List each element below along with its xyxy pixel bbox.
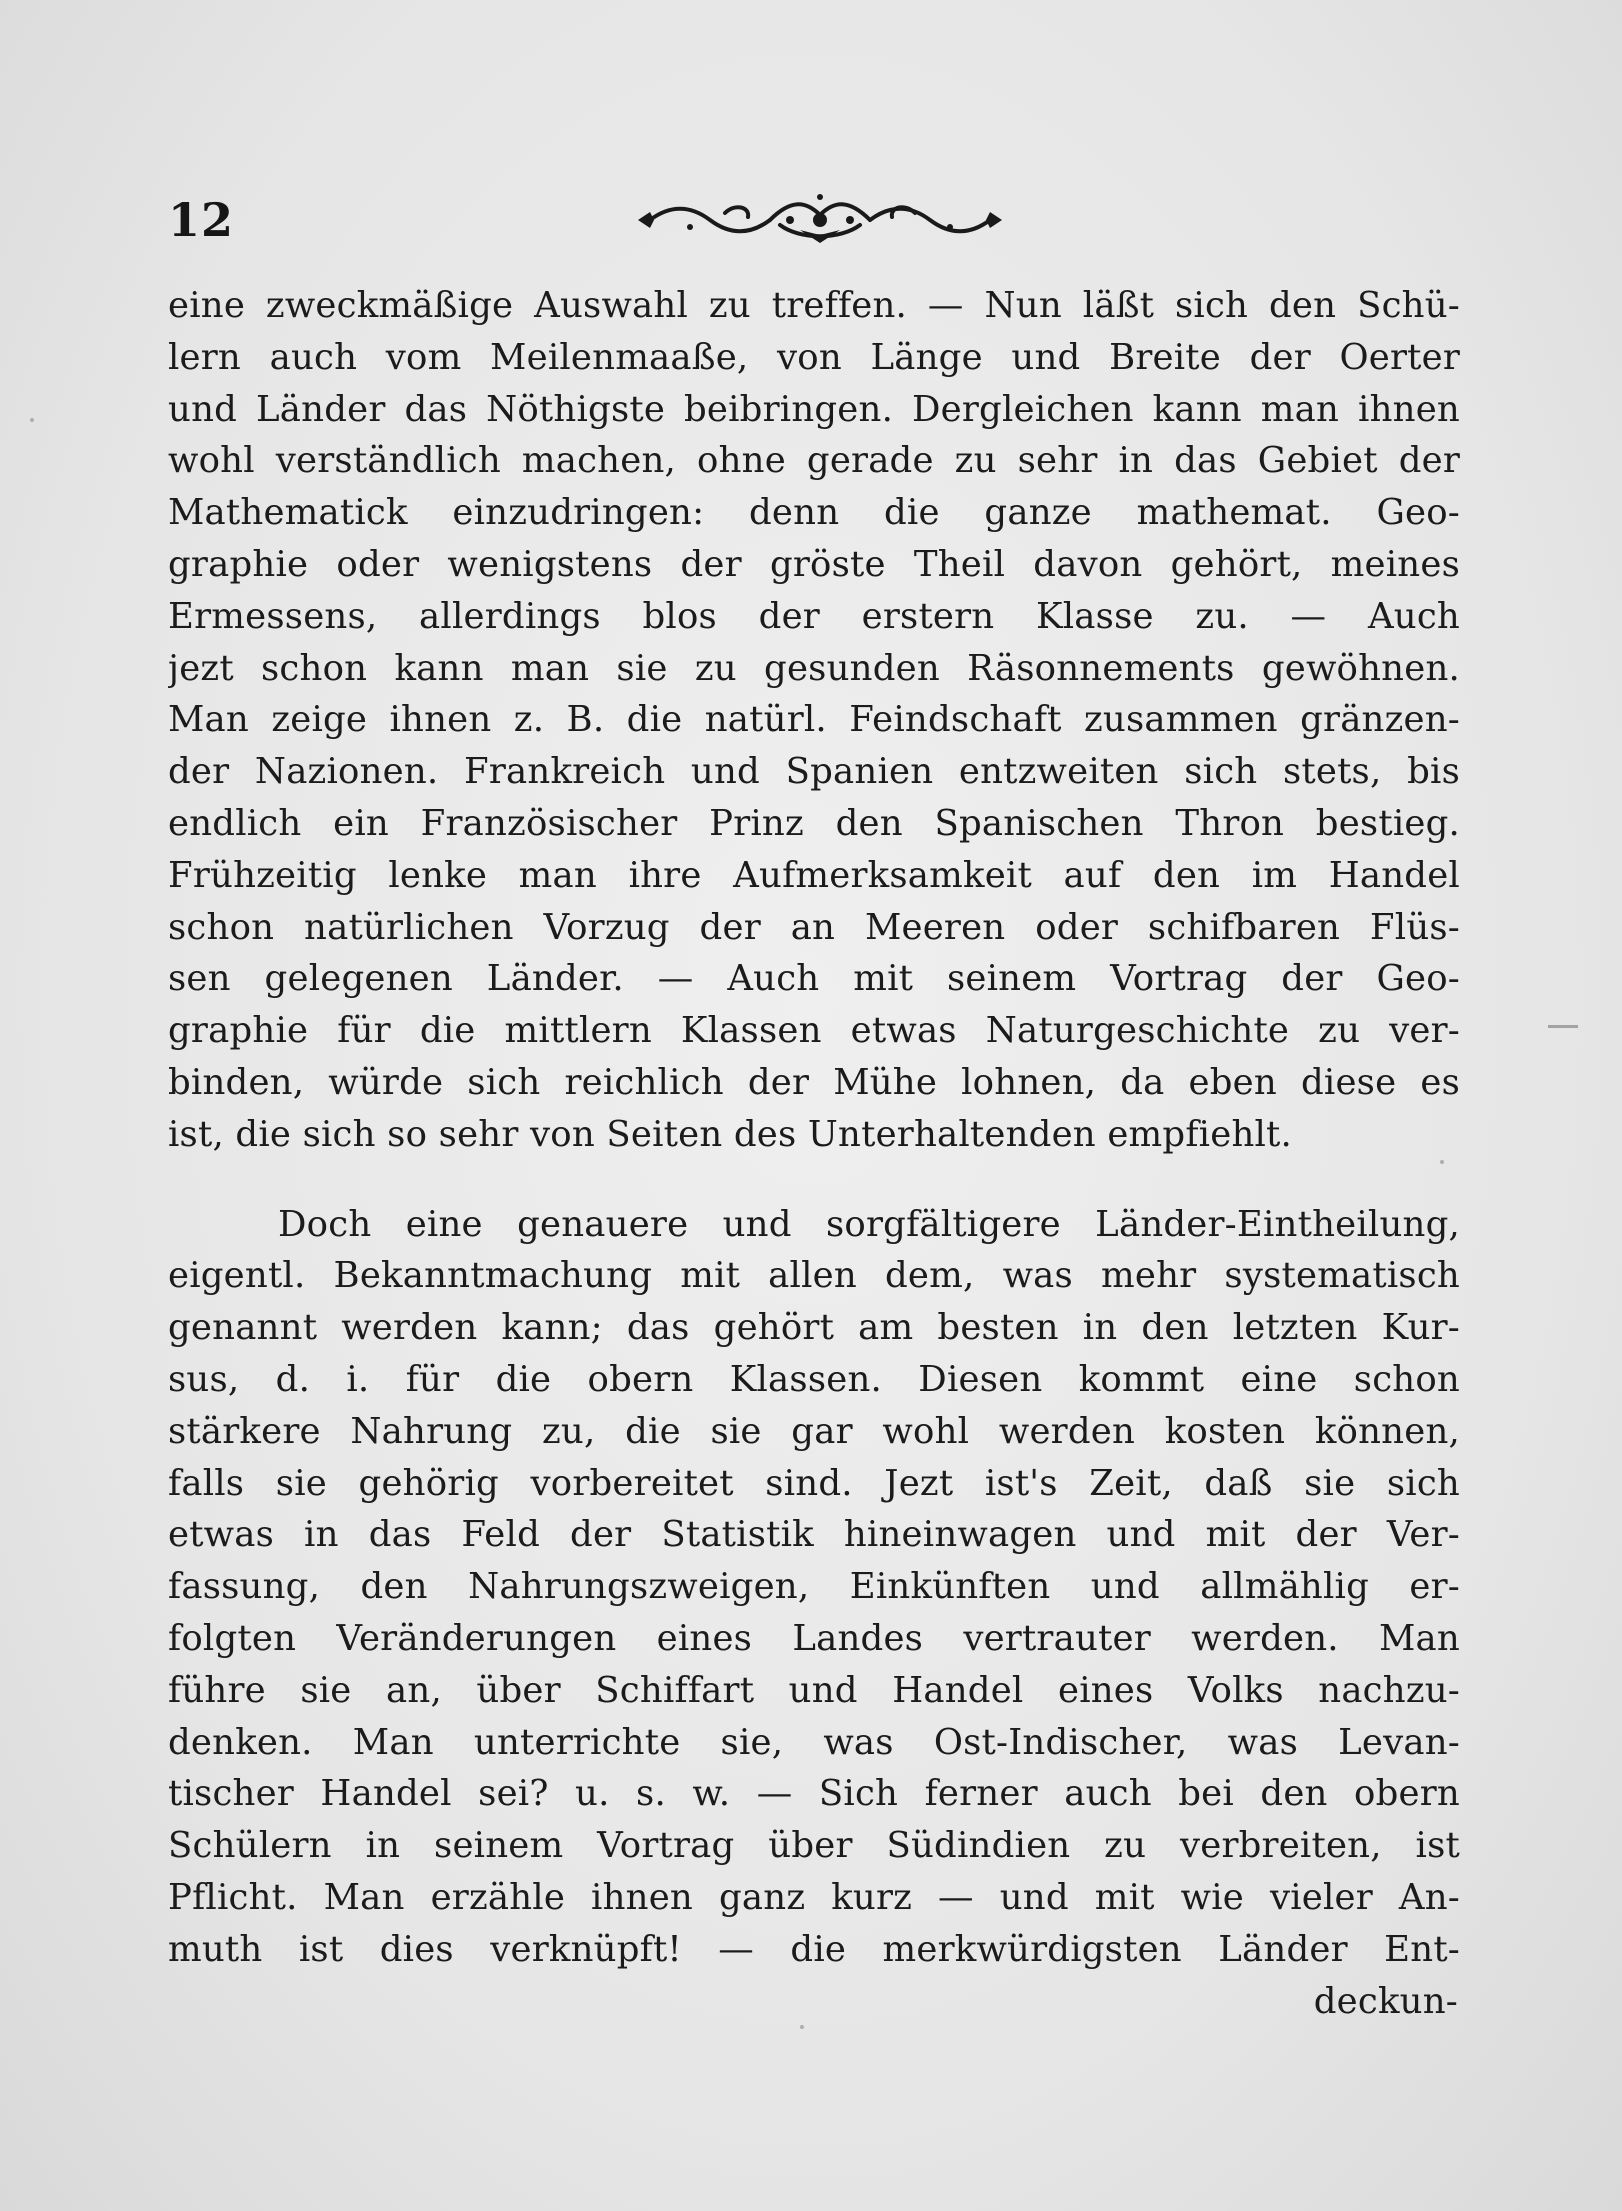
text-line: graphie für die mittlern Klassen etwas Naturgeschichte zu ver- (168, 1010, 1460, 1052)
text-line: wohl verständlich machen, ohne gerade zu sehr in das Gebiet der (168, 440, 1460, 482)
text-line: Doch eine genauere und sorgfältigere Länder-Eintheilung, (278, 1203, 1460, 1245)
page-header (168, 185, 1468, 255)
print-smudge (1548, 1025, 1578, 1028)
text-line: endlich ein Französischer Prinz den Spanischen Thron bestieg. (168, 802, 1460, 844)
text-line: eigentl. Bekanntmachung mit allen dem, was mehr systematisch (168, 1255, 1460, 1297)
text-line: Man zeige ihnen z. B. die natürl. Feindschaft zusammen gränzen- (168, 699, 1460, 741)
text-line: muth ist dies verknüpft! — die merkwürdigsten Länder Ent- (168, 1928, 1460, 1970)
text-line: fassung, den Nahrungszweigen, Einkünften und allmählig er- (168, 1566, 1460, 1608)
text-line: stärkere Nahrung zu, die sie gar wohl werden kosten können, (168, 1410, 1460, 1452)
text-line: Frühzeitig lenke man ihre Aufmerksamkeit auf den im Handel (168, 854, 1460, 896)
text-line: führe sie an, über Schiffart und Handel eines Volks nachzu- (168, 1669, 1460, 1711)
page-number: 12 (168, 193, 235, 247)
text-line: folgten Veränderungen eines Landes vertrauter werden. Man (168, 1617, 1460, 1659)
text-line: Mathematick einzudringen: denn die ganze mathemat. Geo- (168, 492, 1460, 534)
text-line: der Nazionen. Frankreich und Spanien entzweiten sich stets, bis (168, 751, 1460, 793)
text-line: sus, d. i. für die obern Klassen. Diesen kommt eine schon (168, 1358, 1460, 1400)
text-line: etwas in das Feld der Statistik hineinwagen und mit der Ver- (168, 1514, 1460, 1556)
paragraph (168, 280, 1460, 1161)
text-line: graphie oder wenigstens der gröste Theil davon gehört, meines (168, 543, 1460, 585)
paragraph (168, 1199, 1460, 2028)
text-line: und Länder das Nöthigste beibringen. Dergleichen kann man ihnen (168, 388, 1460, 430)
decorative-headpiece-icon (630, 185, 1010, 255)
text-line: falls sie gehörig vorbereitet sind. Jezt ist's Zeit, daß sie sich (168, 1462, 1460, 1504)
catchword-line (168, 1976, 1460, 2028)
catchword: deckun- (1313, 1980, 1458, 2022)
text-line: denken. Man unterrichte sie, was Ost-Indischer, was Levan- (168, 1721, 1460, 1763)
body-text (168, 280, 1460, 2027)
print-speck (800, 2025, 804, 2029)
text-line: Pflicht. Man erzähle ihnen ganz kurz — und mit wie vieler An- (168, 1876, 1460, 1918)
text-line: lern auch vom Meilenmaaße, von Länge und Breite der Oerter (168, 336, 1460, 378)
print-speck (1440, 1160, 1444, 1164)
text-line: ist, die sich so sehr von Seiten des Unterhaltenden empfiehlt. (168, 1113, 1293, 1155)
print-speck (30, 418, 34, 422)
text-line: genannt werden kann; das gehört am besten in den letzten Kur- (168, 1307, 1460, 1349)
text-line: schon natürlichen Vorzug der an Meeren oder schifbaren Flüs- (168, 906, 1460, 948)
text-line: binden, würde sich reichlich der Mühe lohnen, da eben diese es (168, 1061, 1460, 1103)
text-line: tischer Handel sei? u. s. w. — Sich ferner auch bei den obern (168, 1773, 1460, 1815)
text-line: Ermessens, allerdings blos der erstern Klasse zu. — Auch (168, 595, 1460, 637)
text-line: Schülern in seinem Vortrag über Südindien zu verbreiten, ist (168, 1825, 1460, 1867)
text-line: sen gelegenen Länder. — Auch mit seinem Vortrag der Geo- (168, 958, 1460, 1000)
text-line: jezt schon kann man sie zu gesunden Räsonnements gewöhnen. (168, 647, 1460, 689)
text-line: eine zweckmäßige Auswahl zu treffen. — Nun läßt sich den Schü- (168, 285, 1460, 326)
